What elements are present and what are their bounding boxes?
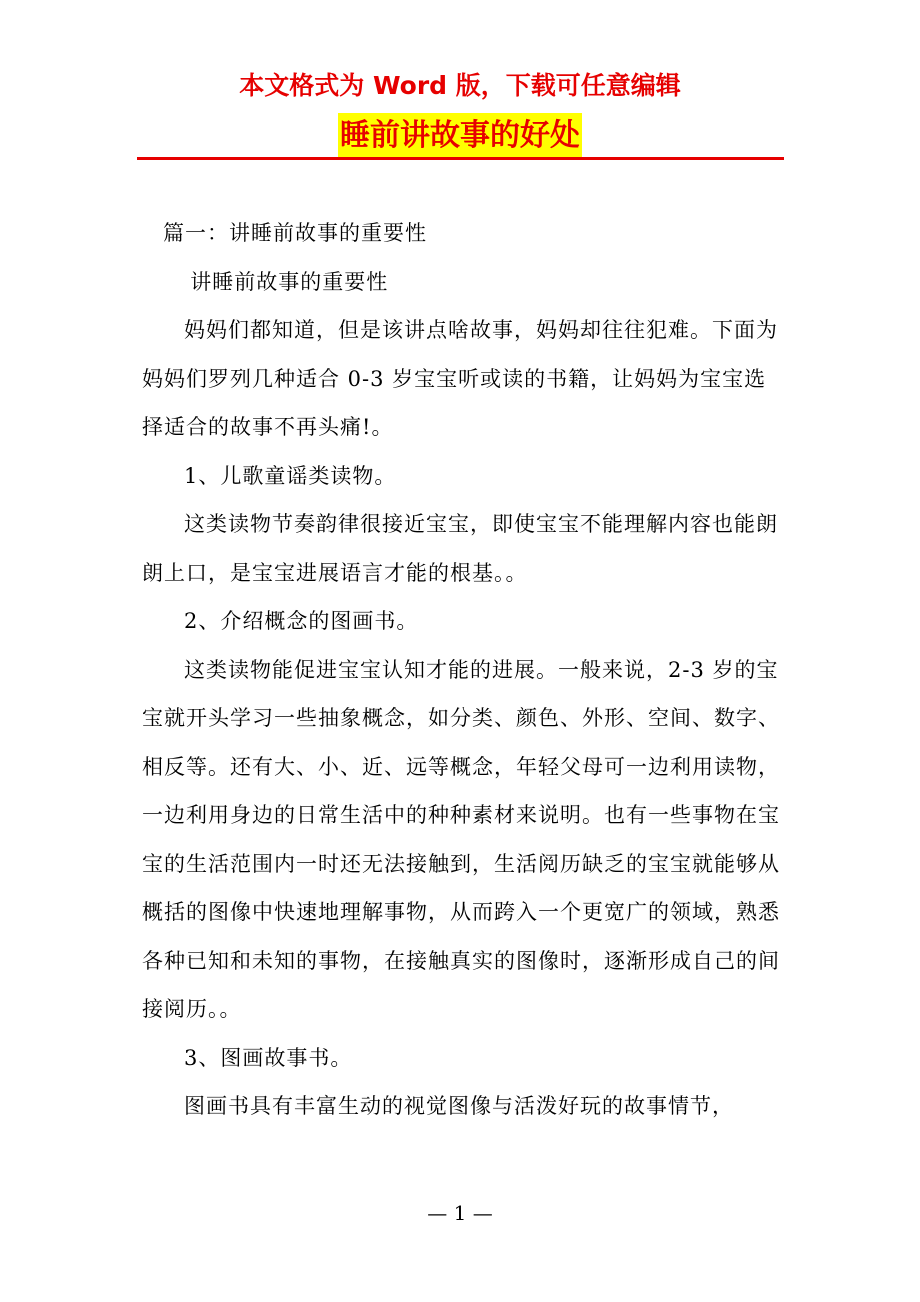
- list-item-heading-2: 2、介绍概念的图画书。: [184, 609, 419, 633]
- page-number: — 1 —: [427, 1201, 493, 1225]
- download-banner: 本文格式为 Word 版，下载可任意编辑: [239, 71, 681, 100]
- document-body: [142, 209, 782, 1131]
- title-divider: [137, 157, 784, 160]
- paragraph-concept-books: 这类读物能促进宝宝认知才能的进展。一般来说，2-3 岁的宝宝就开头学习一些抽象概念，如分类、颜色、外形、空间、数字、相反等。还有大、小、近、远等概念，年轻父母可一边利用读物，一边利用身边的日常生活中的种种素材来说明。也有一些事物在宝宝的生活范围内一时还无法接触到，生活阅历缺乏的宝宝就能够从概括的图像中快速地理解事物，从而跨入一个更宽广的领域，熟悉各种已知和未知的事物，在接触真实的图像时，逐渐形成自己的间接阅历。。: [142, 657, 780, 1021]
- section-heading: 篇一：讲睡前故事的重要性: [163, 221, 427, 245]
- list-item-heading-1: 1、儿歌童谣类读物。: [184, 463, 397, 488]
- document-title: 睡前讲故事的好处: [338, 113, 582, 159]
- title-container: [0, 113, 920, 159]
- paragraph-picture-books: 图画书具有丰富生动的视觉图像与活泼好玩的故事情节，: [184, 1094, 734, 1118]
- subsection-heading: 讲睡前故事的重要性: [190, 269, 389, 294]
- paragraph-nursery-rhymes: 这类读物节奏韵律很接近宝宝，即使宝宝不能理解内容也能朗朗上口，是宝宝进展语言才能的根基。。: [142, 512, 778, 585]
- list-item-heading-3: 3、图画故事书。: [184, 1045, 353, 1070]
- paragraph-intro: 妈妈们都知道，但是该讲点啥故事，妈妈却往往犯难。下面为妈妈们罗列几种适合 0-3 岁宝宝听或读的书籍，让妈妈为宝宝选择适合的故事不再头痛!。: [142, 318, 778, 439]
